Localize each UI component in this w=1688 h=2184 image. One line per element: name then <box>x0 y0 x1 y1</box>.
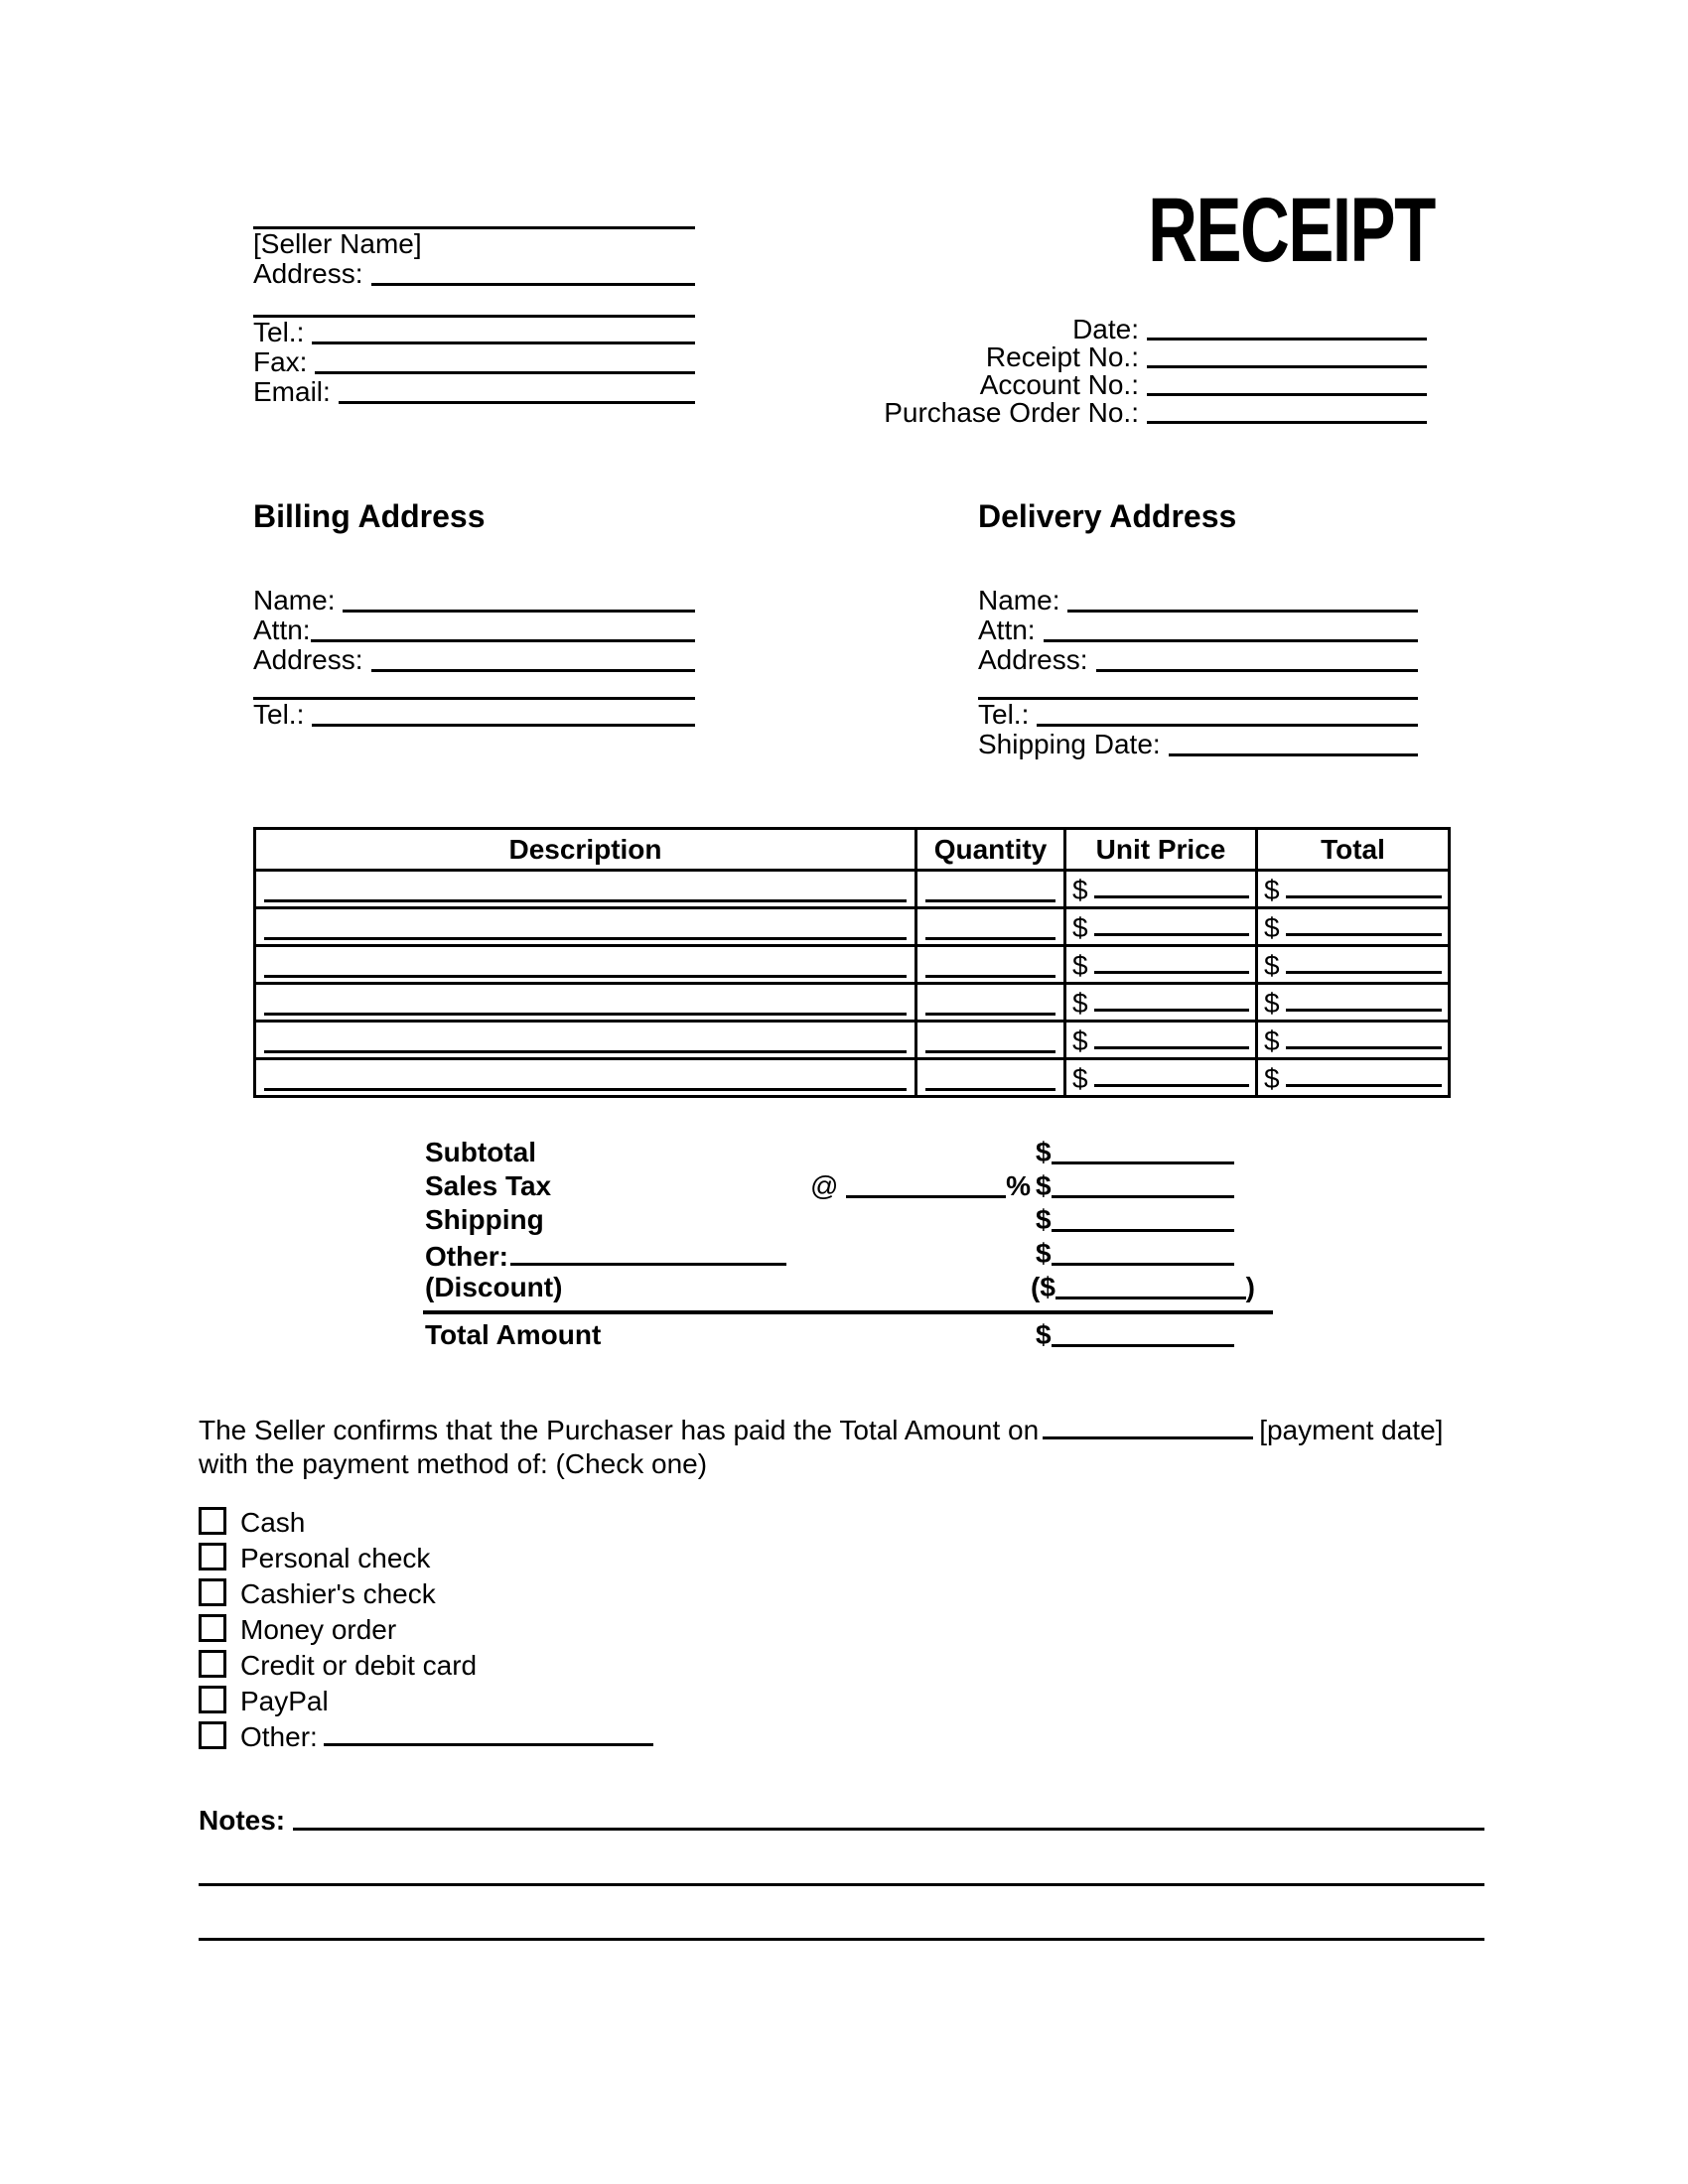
shipping-label: Shipping <box>425 1204 544 1235</box>
item-unit-price-cell[interactable] <box>1065 946 1257 984</box>
billing-name-label: Name: <box>253 585 336 615</box>
item-total-cell[interactable] <box>1257 1022 1450 1059</box>
seller-tel-label: Tel.: <box>253 317 305 347</box>
billing-address-fill-line[interactable] <box>371 645 696 672</box>
discount-open-paren: ($ <box>1031 1272 1055 1302</box>
seller-tel-fill-line[interactable] <box>312 318 695 344</box>
checkbox-personal-check[interactable] <box>199 1543 226 1570</box>
payment-method-label: PayPal <box>240 1686 329 1716</box>
subtotal-row <box>425 1138 1271 1171</box>
seller-name-placeholder: [Seller Name] <box>253 228 422 259</box>
checkbox-cash[interactable] <box>199 1507 226 1535</box>
payment-method-other <box>199 1719 653 1755</box>
payment-method-label: Cash <box>240 1507 306 1538</box>
billing-address-label: Address: <box>253 644 363 675</box>
subtotal-label: Subtotal <box>425 1137 536 1167</box>
billing-tel-label: Tel.: <box>253 699 305 730</box>
seller-address-fill-line[interactable] <box>371 259 696 286</box>
item-unit-price-cell[interactable] <box>1065 1059 1257 1097</box>
fill-line <box>264 899 907 902</box>
checkbox-cashiers-check[interactable] <box>199 1578 226 1606</box>
fill-line <box>1094 1046 1249 1049</box>
seller-name-fill-line[interactable] <box>253 213 695 229</box>
currency-symbol: $ <box>1072 1025 1088 1056</box>
discount-fill-line[interactable] <box>1055 1273 1246 1299</box>
other-row <box>425 1239 1271 1273</box>
sales-tax-label: Sales Tax <box>425 1170 552 1201</box>
shipping-date-fill-line[interactable] <box>1169 730 1418 756</box>
item-description-cell[interactable] <box>255 946 916 984</box>
fill-line <box>264 975 907 978</box>
currency-symbol: $ <box>1072 875 1088 905</box>
item-unit-price-cell[interactable] <box>1065 984 1257 1022</box>
seller-address-label: Address: <box>253 258 363 289</box>
receipt-no-fill-line[interactable] <box>1147 343 1427 368</box>
fill-line <box>925 975 1055 978</box>
currency-symbol: $ <box>1036 1170 1052 1201</box>
item-row <box>255 1059 1450 1097</box>
items-table <box>253 827 1451 1098</box>
tax-at-symbol: @ <box>810 1170 839 1201</box>
item-description-cell[interactable] <box>255 908 916 946</box>
checkbox-money-order[interactable] <box>199 1614 226 1642</box>
col-header-total: Total <box>1257 829 1450 871</box>
fill-line <box>1286 895 1442 898</box>
currency-symbol: $ <box>1072 912 1088 943</box>
delivery-name-fill-line[interactable] <box>1067 586 1418 613</box>
totals-divider-line <box>423 1310 1273 1314</box>
delivery-address-fill-line[interactable] <box>1096 645 1419 672</box>
other-label: Other: <box>425 1241 508 1272</box>
item-description-cell[interactable] <box>255 871 916 908</box>
delivery-attn-fill-line[interactable] <box>1044 615 1418 642</box>
currency-symbol: $ <box>1072 950 1088 981</box>
currency-symbol: $ <box>1264 875 1280 905</box>
receipt-no-label: Receipt No.: <box>985 341 1139 372</box>
col-header-unit-price: Unit Price <box>1065 829 1257 871</box>
seller-info-block <box>253 213 695 407</box>
item-row <box>255 871 1450 908</box>
page-title: RECEIPT <box>1148 180 1435 281</box>
fill-line <box>264 1050 907 1053</box>
discount-label: (Discount) <box>425 1272 563 1302</box>
fill-line <box>1286 971 1442 974</box>
billing-address-block <box>253 586 695 730</box>
account-no-fill-line[interactable] <box>1147 371 1427 396</box>
item-total-cell[interactable] <box>1257 984 1450 1022</box>
billing-address-heading: Billing Address <box>253 498 486 534</box>
item-row <box>255 946 1450 984</box>
notes-fill-line-3[interactable] <box>199 1886 1484 1941</box>
date-label: Date: <box>1072 314 1139 344</box>
fill-line <box>264 937 907 940</box>
payment-date-fill-line[interactable] <box>1043 1415 1253 1439</box>
fill-line <box>925 937 1055 940</box>
item-total-cell[interactable] <box>1257 908 1450 946</box>
payment-method-credit-debit <box>199 1648 653 1684</box>
account-no-label: Account No.: <box>979 369 1139 400</box>
billing-name-fill-line[interactable] <box>343 586 695 613</box>
other-fill-line[interactable] <box>1052 1239 1234 1266</box>
other-description-fill-line[interactable] <box>510 1239 786 1266</box>
fill-line <box>1286 933 1442 936</box>
item-unit-price-cell[interactable] <box>1065 871 1257 908</box>
currency-symbol: $ <box>1036 1238 1052 1269</box>
notes-fill-line-1[interactable] <box>293 1807 1484 1831</box>
shipping-row <box>425 1205 1271 1239</box>
col-header-description: Description <box>255 829 916 871</box>
item-quantity-cell[interactable] <box>916 946 1065 984</box>
col-header-quantity: Quantity <box>916 829 1065 871</box>
tax-percent-symbol: % <box>1006 1170 1031 1201</box>
totals-block <box>425 1138 1275 1354</box>
payment-method-cash <box>199 1505 653 1541</box>
checkbox-credit-debit[interactable] <box>199 1650 226 1678</box>
payment-method-label: Cashier's check <box>240 1578 436 1609</box>
checkbox-paypal[interactable] <box>199 1686 226 1713</box>
fill-line <box>925 1050 1055 1053</box>
delivery-name-label: Name: <box>978 585 1060 615</box>
seller-fax-fill-line[interactable] <box>315 347 695 374</box>
items-table-header-row <box>255 829 1450 871</box>
sales-tax-fill-line[interactable] <box>1052 1171 1234 1198</box>
total-amount-fill-line[interactable] <box>1052 1320 1234 1347</box>
payment-method-cashiers-check <box>199 1576 653 1612</box>
fill-line <box>264 1088 907 1091</box>
billing-address-fill-line-2[interactable] <box>253 675 695 700</box>
seller-email-fill-line[interactable] <box>339 377 695 404</box>
fill-line <box>925 1013 1055 1016</box>
item-description-cell[interactable] <box>255 1059 916 1097</box>
item-row <box>255 984 1450 1022</box>
item-quantity-cell[interactable] <box>916 984 1065 1022</box>
fill-line <box>1094 971 1249 974</box>
item-quantity-cell[interactable] <box>916 1022 1065 1059</box>
currency-symbol: $ <box>1072 988 1088 1019</box>
currency-symbol: $ <box>1264 950 1280 981</box>
seller-address-fill-line-2[interactable] <box>253 289 695 318</box>
payment-method-label: Personal check <box>240 1543 431 1573</box>
total-amount-label: Total Amount <box>425 1319 602 1350</box>
seller-fax-label: Fax: <box>253 346 308 377</box>
delivery-address-block <box>978 586 1418 759</box>
item-total-cell[interactable] <box>1257 946 1450 984</box>
payment-method-label: Credit or debit card <box>240 1650 478 1681</box>
fill-line <box>1094 933 1249 936</box>
notes-label: Notes: <box>199 1805 286 1836</box>
billing-attn-fill-line[interactable] <box>311 615 695 642</box>
currency-symbol: $ <box>1072 1063 1088 1094</box>
billing-attn-label: Attn: <box>253 614 311 645</box>
discount-row <box>425 1273 1271 1306</box>
item-quantity-cell[interactable] <box>916 871 1065 908</box>
fill-line <box>925 1088 1055 1091</box>
item-row <box>255 1022 1450 1059</box>
sales-tax-row <box>425 1171 1271 1205</box>
payment-method-money-order <box>199 1612 653 1648</box>
date-fill-line[interactable] <box>1147 316 1427 341</box>
fill-line <box>1094 1009 1249 1012</box>
billing-tel-fill-line[interactable] <box>312 700 695 727</box>
shipping-date-label: Shipping Date: <box>978 729 1161 759</box>
item-description-cell[interactable] <box>255 1022 916 1059</box>
payment-method-label: Money order <box>240 1614 397 1645</box>
subtotal-fill-line[interactable] <box>1052 1138 1234 1164</box>
delivery-tel-fill-line[interactable] <box>1037 700 1418 727</box>
item-unit-price-cell[interactable] <box>1065 1022 1257 1059</box>
purchase-order-no-fill-line[interactable] <box>1147 399 1427 424</box>
receipt-meta-block <box>794 316 1427 427</box>
currency-symbol: $ <box>1264 1025 1280 1056</box>
fill-line <box>1094 895 1249 898</box>
item-unit-price-cell[interactable] <box>1065 908 1257 946</box>
item-total-cell[interactable] <box>1257 871 1450 908</box>
payment-confirmation-text <box>199 1414 1491 1481</box>
item-quantity-cell[interactable] <box>916 908 1065 946</box>
delivery-attn-label: Attn: <box>978 614 1036 645</box>
total-amount-row <box>425 1320 1271 1354</box>
other-method-fill-line[interactable] <box>324 1719 653 1746</box>
item-row <box>255 908 1450 946</box>
notes-fill-line-2[interactable] <box>199 1834 1484 1886</box>
fill-line <box>1286 1009 1442 1012</box>
delivery-address-fill-line-2[interactable] <box>978 675 1418 700</box>
confirmation-text-before: The Seller confirms that the Purchaser has paid the Total Amount on <box>199 1415 1040 1445</box>
item-total-cell[interactable] <box>1257 1059 1450 1097</box>
delivery-address-label: Address: <box>978 644 1088 675</box>
confirmation-text-after: with the payment method of: (Check one) <box>199 1448 708 1479</box>
payment-date-hint: [payment date] <box>1259 1415 1444 1445</box>
currency-symbol: $ <box>1264 1063 1280 1094</box>
notes-block <box>199 1807 1484 1941</box>
payment-method-paypal <box>199 1684 653 1719</box>
currency-symbol: $ <box>1036 1204 1052 1235</box>
payment-method-label: Other: <box>240 1721 318 1752</box>
tax-rate-fill-line[interactable] <box>846 1171 1006 1198</box>
delivery-address-heading: Delivery Address <box>978 498 1237 534</box>
delivery-tel-label: Tel.: <box>978 699 1030 730</box>
payment-methods-list <box>199 1505 653 1755</box>
fill-line <box>264 1013 907 1016</box>
currency-symbol: $ <box>1036 1137 1052 1167</box>
shipping-fill-line[interactable] <box>1052 1205 1234 1232</box>
fill-line <box>1286 1046 1442 1049</box>
seller-email-label: Email: <box>253 376 331 407</box>
fill-line <box>1094 1084 1249 1087</box>
currency-symbol: $ <box>1264 988 1280 1019</box>
discount-close-paren: ) <box>1245 1272 1255 1302</box>
currency-symbol: $ <box>1036 1319 1052 1350</box>
currency-symbol: $ <box>1264 912 1280 943</box>
item-quantity-cell[interactable] <box>916 1059 1065 1097</box>
fill-line <box>925 899 1055 902</box>
payment-method-personal-check <box>199 1541 653 1576</box>
checkbox-other[interactable] <box>199 1721 226 1749</box>
purchase-order-no-label: Purchase Order No.: <box>884 397 1139 428</box>
fill-line <box>1286 1084 1442 1087</box>
item-description-cell[interactable] <box>255 984 916 1022</box>
